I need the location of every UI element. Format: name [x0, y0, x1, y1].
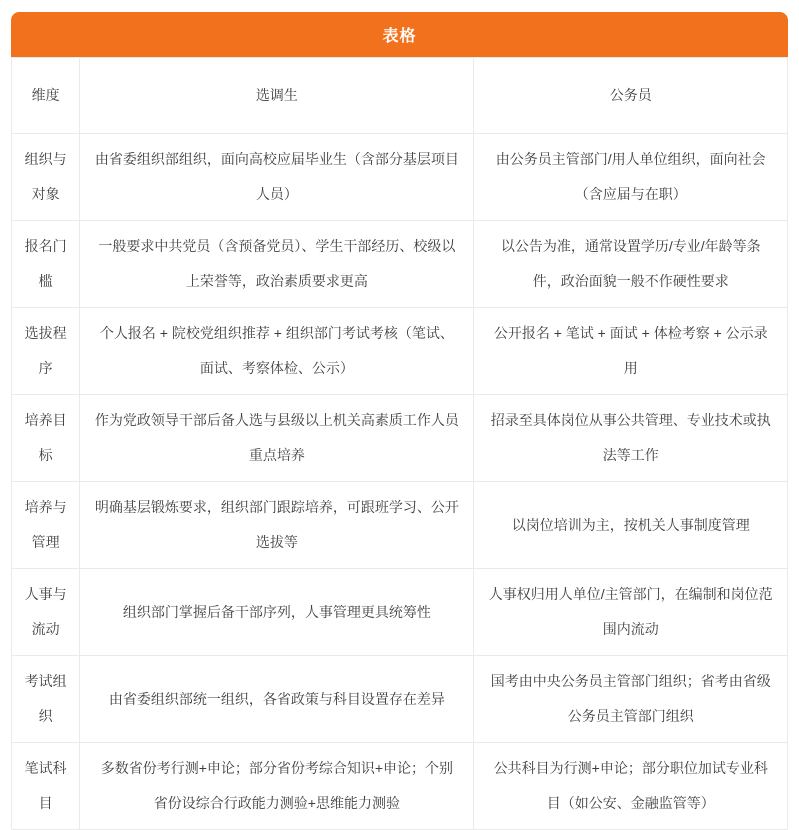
cell-gongwuyuan: 国考由中央公务员主管部门组织；省考由省级公务员主管部门组织: [474, 656, 788, 743]
cell-gongwuyuan: 以岗位培训为主，按机关人事制度管理: [474, 482, 788, 569]
cell-xuandiaosheng: 作为党政领导干部后备人选与县级以上机关高素质工作人员重点培养: [80, 395, 474, 482]
cell-xuandiaosheng: 一般要求中共党员（含预备党员）、学生干部经历、校级以上荣誉等，政治素质要求更高: [80, 221, 474, 308]
cell-xuandiaosheng: 组织部门掌握后备干部序列，人事管理更具统筹性: [80, 569, 474, 656]
row-header-dimension: 组织与对象: [12, 134, 80, 221]
row-header-dimension: 报名门槛: [12, 221, 80, 308]
table-row: [12, 743, 788, 830]
cell-xuandiaosheng: 由省委组织部统一组织，各省政策与科目设置存在差异: [80, 656, 474, 743]
row-header-dimension: 笔试科目: [12, 743, 80, 830]
cell-gongwuyuan: 公共科目为行测+申论；部分职位加试专业科目（如公安、金融监管等）: [474, 743, 788, 830]
column-header-dimension: 维度: [12, 58, 80, 134]
table-row: [12, 569, 788, 656]
table-card: [11, 12, 788, 830]
cell-gongwuyuan: 以公告为准，通常设置学历/专业/年龄等条件，政治面貌一般不作硬性要求: [474, 221, 788, 308]
table-header-row: [12, 58, 788, 134]
table-row: [12, 482, 788, 569]
table-row: [12, 134, 788, 221]
cell-xuandiaosheng: 多数省份考行测+申论；部分省份考综合知识+申论；个别省份设综合行政能力测验+思维能力测验: [80, 743, 474, 830]
cell-gongwuyuan: 招录至具体岗位从事公共管理、专业技术或执法等工作: [474, 395, 788, 482]
cell-gongwuyuan: 由公务员主管部门/用人单位组织，面向社会（含应届与在职）: [474, 134, 788, 221]
cell-xuandiaosheng: 由省委组织部组织，面向高校应届毕业生（含部分基层项目人员）: [80, 134, 474, 221]
row-header-dimension: 人事与流动: [12, 569, 80, 656]
cell-gongwuyuan: 人事权归用人单位/主管部门，在编制和岗位范围内流动: [474, 569, 788, 656]
row-header-dimension: 选拔程序: [12, 308, 80, 395]
table-row: [12, 221, 788, 308]
cell-gongwuyuan: 公开报名 + 笔试 + 面试 + 体检考察 + 公示录用: [474, 308, 788, 395]
table-card-title: 表格: [11, 12, 788, 57]
cell-xuandiaosheng: 明确基层锻炼要求，组织部门跟踪培养，可跟班学习、公开选拔等: [80, 482, 474, 569]
comparison-table: [11, 57, 788, 830]
table-row: [12, 395, 788, 482]
row-header-dimension: 培养与管理: [12, 482, 80, 569]
cell-xuandiaosheng: 个人报名 + 院校党组织推荐 + 组织部门考试考核（笔试、面试、考察体检、公示）: [80, 308, 474, 395]
table-row: [12, 656, 788, 743]
table-row: [12, 308, 788, 395]
row-header-dimension: 培养目标: [12, 395, 80, 482]
column-header-gongwuyuan: 公务员: [474, 58, 788, 134]
row-header-dimension: 考试组织: [12, 656, 80, 743]
column-header-xuandiaosheng: 选调生: [80, 58, 474, 134]
